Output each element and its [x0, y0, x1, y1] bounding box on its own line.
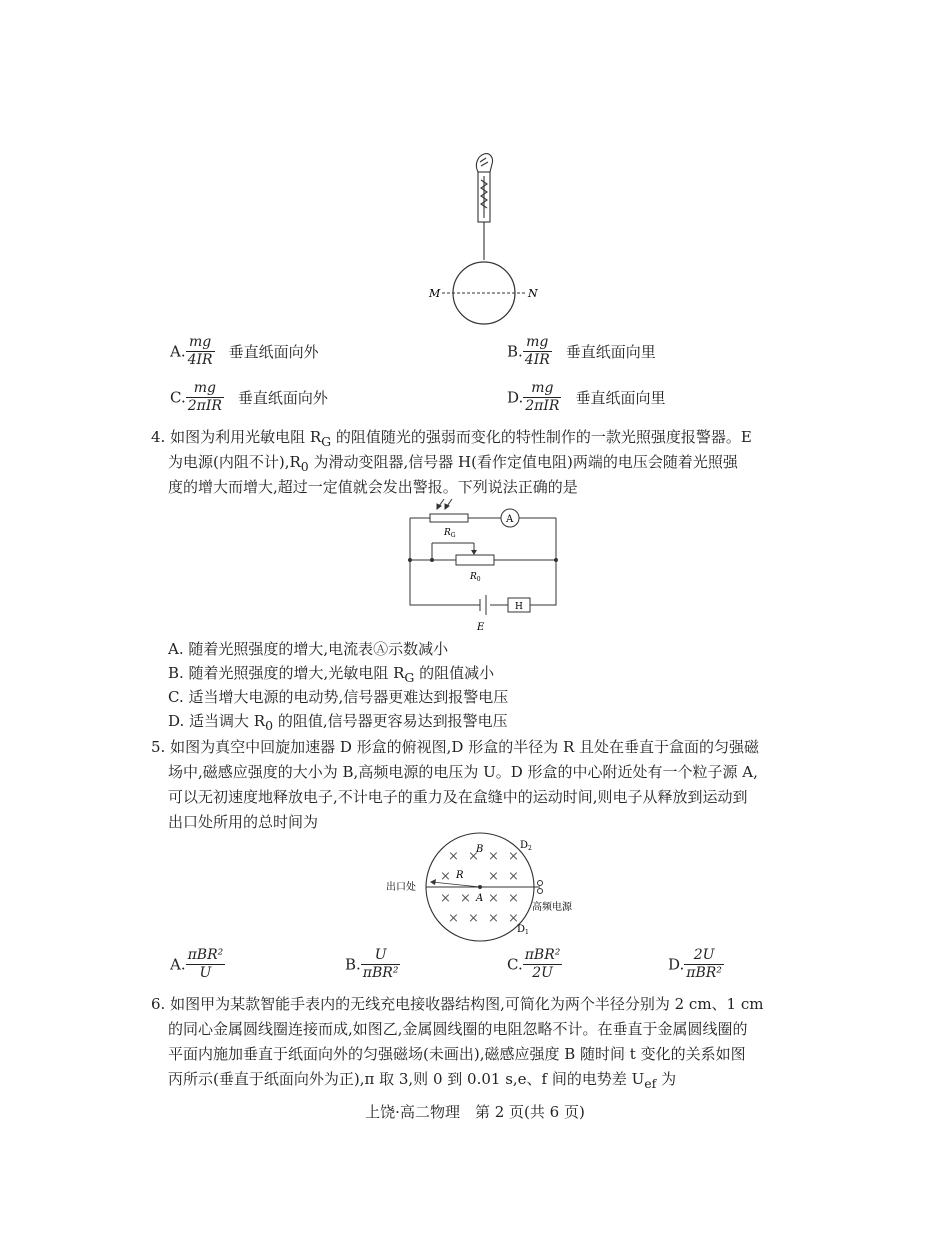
rheostat-r0 [456, 555, 494, 565]
q5-option-d[interactable]: D. $\frac{2U}{\text{πBR²}}$ [668, 947, 722, 981]
hf-source-label: 高频电源 [532, 902, 572, 913]
h-label: H [515, 602, 523, 612]
q4-option-c[interactable]: C. 适当增大电源的电动势,信号器更难达到报警电压 [168, 688, 509, 706]
q5-option-b[interactable]: B. $\frac{U}{\text{πBR²}}$ [345, 947, 399, 981]
svg-text:×: × [448, 849, 459, 864]
q4-option-b[interactable]: B. 随着光照强度的增大,光敏电阻 $R_G$ 的阻值减小 [168, 664, 495, 685]
svg-text:×: × [440, 891, 451, 906]
source-a-dot [478, 885, 482, 889]
q3-option-d[interactable]: D. $\frac{mg}{\text{2πIR}}$ 垂直纸面向里 [507, 380, 666, 414]
label-n: N [528, 287, 538, 300]
svg-text:×: × [488, 891, 499, 906]
q3-option-a[interactable]: A. $\frac{mg}{4IR}$ 垂直纸面向外 [170, 334, 319, 368]
svg-text:×: × [508, 911, 519, 926]
q5-option-a[interactable]: A. $\frac{\text{πBR²}}{U}$ [170, 947, 224, 981]
svg-text:×: × [440, 869, 451, 884]
q5-option-c[interactable]: C. $\frac{\text{πBR²}}{2U}$ [507, 947, 561, 981]
rg-label: $R_G$ [444, 528, 456, 539]
e-label: E [477, 622, 485, 633]
q5-cyclotron-diagram [380, 830, 600, 945]
svg-text:×: × [468, 911, 479, 926]
q5-stem-line-3: 可以无初速度地释放电子,不计电子的重力及在盒缝中的运动时间,则电子从释放到运动到 [168, 788, 748, 806]
d1-label: $D_1$ [517, 924, 529, 936]
svg-text:×: × [468, 849, 479, 864]
q6-stem-line-2: 的同心金属圆线圈连接而成,如图乙,金属圆线圈的电阻忽略不计。在垂直于金属圆线圈的 [168, 1020, 748, 1038]
q4-stem-line-3: 度的增大而增大,超过一定值就会发出警报。下列说法正确的是 [168, 478, 578, 496]
svg-text:×: × [460, 891, 471, 906]
a-label: A [476, 893, 484, 904]
q3-option-c[interactable]: C. $\frac{mg}{\text{2πIR}}$ 垂直纸面向外 [170, 380, 328, 414]
q3-option-b[interactable]: B. $\frac{mg}{4IR}$ 垂直纸面向里 [507, 334, 656, 368]
q4-stem-line-2: 为电源(内阻不计)$,R_0$ 为滑动变阻器,信号器 H(看作定值电阻)两端的电压会随着光照强 [168, 453, 738, 474]
q5-stem-line-2: 场中,磁感应强度的大小为 B,高频电源的电压为 U。D 形盒的中心附近处有一个粒子源 A, [168, 763, 758, 781]
ammeter-label: A [506, 514, 514, 525]
svg-text:×: × [488, 911, 499, 926]
svg-text:×: × [508, 891, 519, 906]
light-arrows-icon [437, 499, 452, 509]
svg-text:×: × [488, 869, 499, 884]
q4-stem-line-1: 4. 如图为利用光敏电阻 $R_G$ 的阻值随光的强弱而变化的特性制作的一款光照强度报警器。E [151, 428, 752, 449]
q6-stem-line-3: 平面内施加垂直于纸面向外的匀强磁场(未画出),磁感应强度 B 随时间 t 变化的关系如图 [168, 1045, 746, 1063]
r-label: R [456, 870, 464, 881]
svg-text:×: × [488, 849, 499, 864]
q4-circuit-diagram [400, 495, 570, 635]
svg-text:×: × [448, 911, 459, 926]
spring-balance [478, 172, 490, 260]
svg-text:×: × [508, 849, 519, 864]
page-footer: 上饶·高二物理 第 2 页(共 6 页) [365, 1103, 585, 1121]
q5-stem-line-4: 出口处所用的总时间为 [168, 813, 319, 831]
exit-label: 出口处 [386, 882, 416, 893]
q6-stem-line-4: 丙所示(垂直于纸面向外为正),π 取 3,则 0 到 0.01 s,e、f 间的电势差 $U_{ef}$ 为 [168, 1070, 677, 1091]
q6-stem-line-1: 6. 如图甲为某款智能手表内的无线充电接收器结构图,可简化为两个半径分别为 2 cm、1 cm [151, 995, 764, 1013]
d2-label: $D_2$ [520, 840, 532, 852]
q4-option-d[interactable]: D. 适当调大 $R_0$ 的阻值,信号器更容易达到报警电压 [168, 712, 508, 733]
label-m: M [429, 287, 441, 300]
b-label: B [476, 844, 484, 855]
photoresistor-rg [430, 514, 468, 522]
svg-text:×: × [508, 869, 519, 884]
r0-label: $R_0$ [470, 572, 481, 583]
q3-figure [420, 150, 550, 330]
q4-option-a[interactable]: A. 随着光照强度的增大,电流表Ⓐ示数减小 [168, 640, 449, 658]
q5-stem-line-1: 5. 如图为真空中回旋加速器 D 形盒的俯视图,D 形盒的半径为 R 且处在垂直于盒面的匀强磁 [151, 738, 760, 756]
hand-icon [476, 154, 492, 172]
